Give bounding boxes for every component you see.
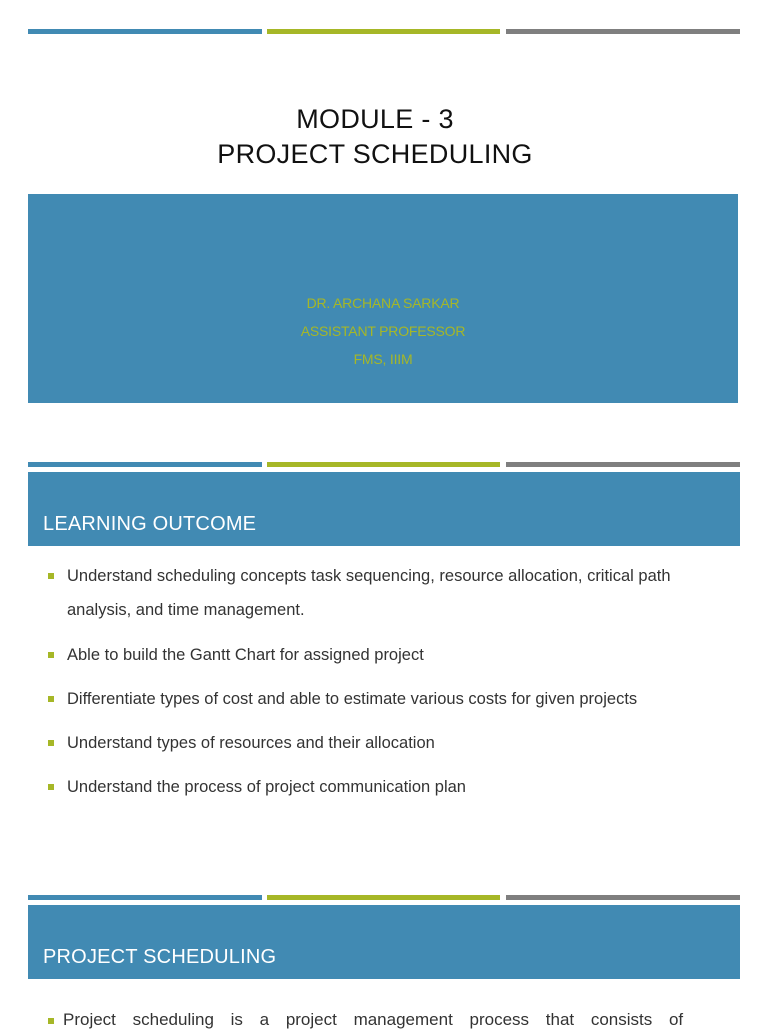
accent-segment-green xyxy=(267,895,500,900)
slide-title-topic: PROJECT SCHEDULING xyxy=(217,139,533,169)
accent-segment-green xyxy=(267,29,500,34)
accent-segment-gray xyxy=(506,462,740,467)
accent-segment-gray xyxy=(506,29,740,34)
bullet-marker xyxy=(48,740,54,746)
slide2-header-band xyxy=(28,472,740,546)
accent-segment-green xyxy=(267,462,500,467)
accent-segment-blue xyxy=(28,29,262,34)
top-accent-bar xyxy=(28,29,740,34)
accent-segment-blue xyxy=(28,895,262,900)
bullet-marker xyxy=(48,573,54,579)
outcome-bullet-3: Differentiate types of cost and able to estimate various costs for given projects xyxy=(67,690,638,708)
author-panel xyxy=(28,194,738,403)
author-affiliation: FMS, IIIM xyxy=(353,351,413,367)
bullet-marker xyxy=(48,784,54,790)
bullet-marker xyxy=(48,1018,54,1024)
bullet-marker xyxy=(48,652,54,658)
slide3-accent-bar xyxy=(28,895,740,900)
outcome-bullet-4: Understand types of resources and their allocation xyxy=(67,734,435,752)
accent-segment-blue xyxy=(28,462,262,467)
accent-segment-gray xyxy=(506,895,740,900)
outcome-bullet-5: Understand the process of project communication plan xyxy=(67,778,466,796)
slide3-header-band xyxy=(28,905,740,979)
slide2-header-title: LEARNING OUTCOME xyxy=(43,513,257,535)
slide-title-module: MODULE - 3 xyxy=(296,104,454,134)
outcome-bullet-2: Able to build the Gantt Chart for assigned project xyxy=(67,646,424,664)
outcome-bullet-1: Understand scheduling concepts task sequencing, resource allocation, critical path analysis, and time management. xyxy=(67,567,671,619)
slide2-accent-bar xyxy=(28,462,740,467)
scheduling-bullet-1: Project scheduling is a project management process that consists of xyxy=(63,1010,684,1029)
author-name: DR. ARCHANA SARKAR xyxy=(306,295,460,311)
bullet-marker xyxy=(48,696,54,702)
author-role: ASSISTANT PROFESSOR xyxy=(300,323,466,339)
slide3-header-title: PROJECT SCHEDULING xyxy=(43,946,277,968)
